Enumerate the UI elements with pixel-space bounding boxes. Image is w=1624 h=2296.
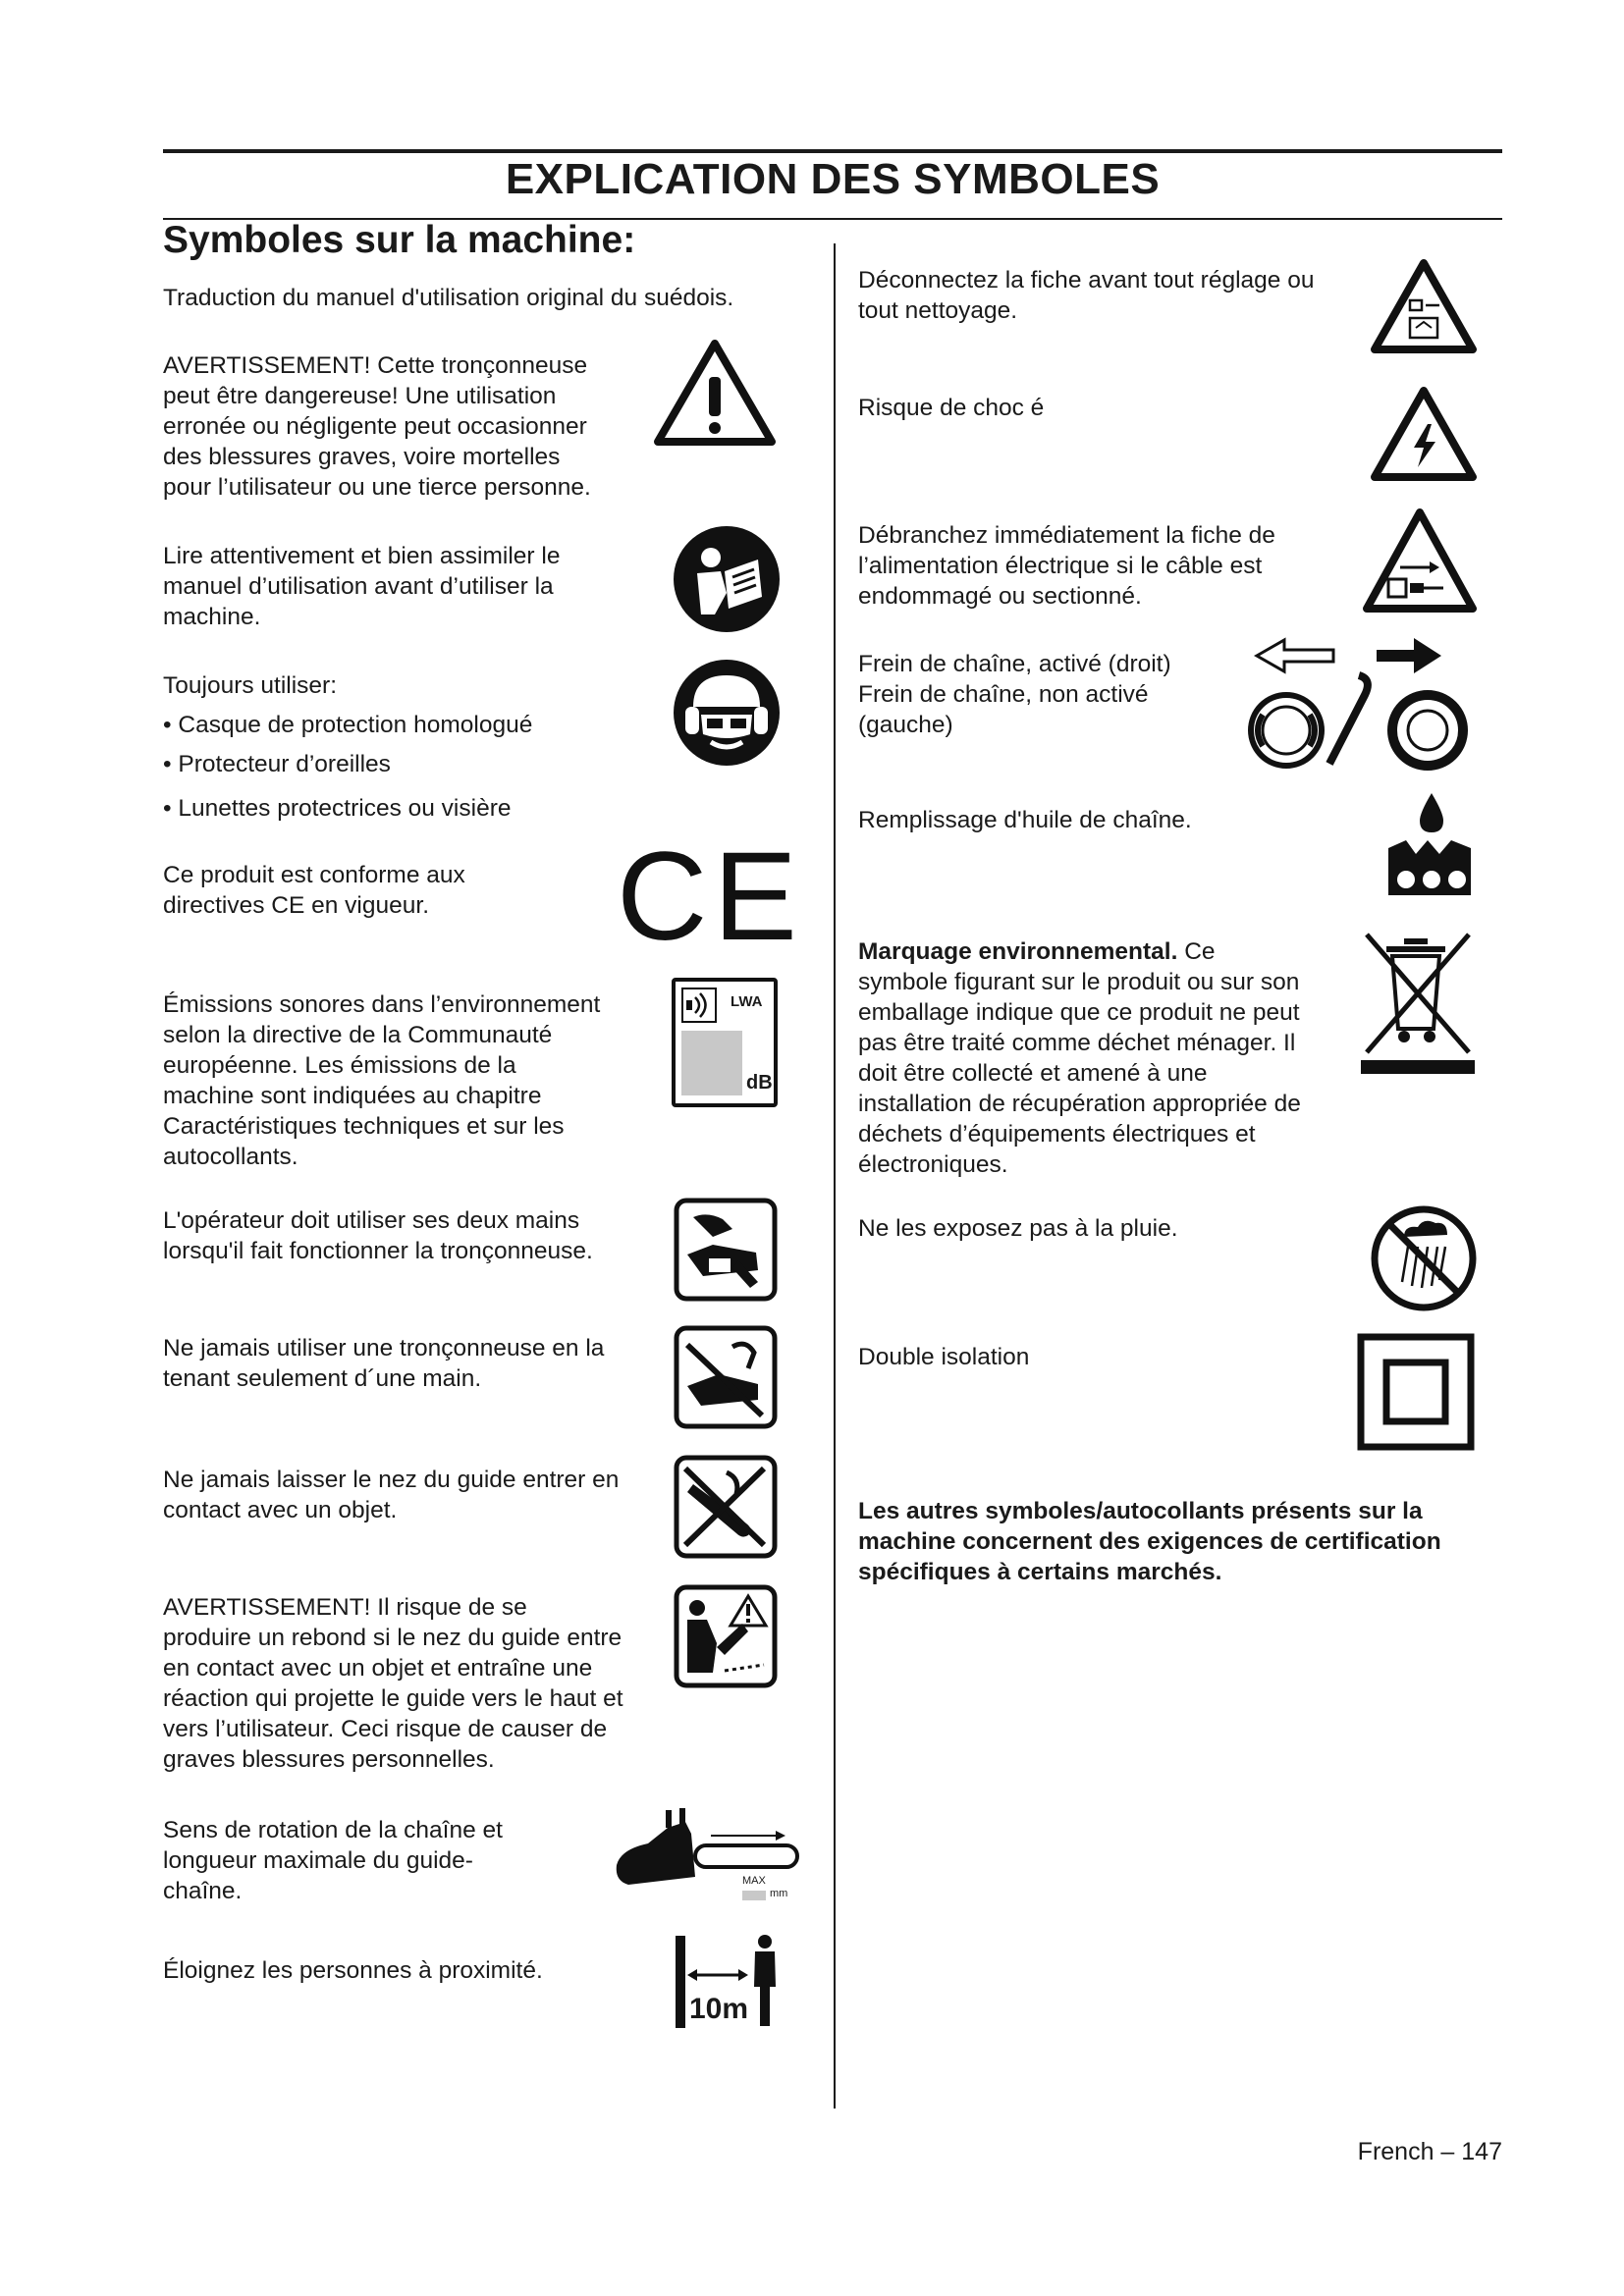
damaged-cable-text: Débranchez immédiatement la fiche de l’alimentation électrique si le câble est endommagé ou sectionné.	[858, 522, 1275, 610]
brake-text: Frein de chaîne, activé (droit) Frein de chaîne, non activé (gauche)	[858, 651, 1171, 738]
protective-gear-icon	[672, 658, 782, 768]
distance-left-bar	[676, 1936, 685, 2028]
double-insulation-icon	[1357, 1333, 1475, 1451]
env-marking-body: Ce symbole figurant sur le produit ou sur son emballage indique que ce produit ne peut pas être traité comme déchet ménager. Il doit être collecté et amené à une installation de récupération appropriée de déchets d’équipements électriques et électroniques.	[858, 938, 1301, 1178]
env-marking-bold: Marquage environnemental.	[858, 938, 1178, 965]
nose-contact-text: Ne jamais laisser le nez du guide entrer en contact avec un objet.	[163, 1467, 620, 1523]
distance-arrow-icon	[687, 1967, 748, 1983]
section-subtitle: Symboles sur la machine:	[163, 219, 636, 261]
electric-shock-icon	[1369, 385, 1479, 483]
sound-emission-icon	[681, 988, 717, 1023]
double-insulation-text: Double isolation	[858, 1344, 1030, 1370]
warning-triangle-icon	[652, 338, 778, 448]
rotation-mm-label: mm	[770, 1888, 788, 1899]
always-use-item: • Casque de protection homologué	[163, 712, 533, 738]
distance-label: 10m	[689, 1993, 749, 2025]
crossed-bin-icon	[1357, 931, 1479, 1078]
distance-person-icon	[750, 1934, 780, 2028]
shock-text: Risque de choc é	[858, 395, 1045, 421]
kickback-text: AVERTISSEMENT! Il risque de se produire un rebond si le nez du guide entre en contact avec un objet et entraîne une réaction qui projette le guide vers le haut et vers l’utilisateur. Ceci risque de causer de graves blessures personnelles.	[163, 1594, 623, 1773]
rain-text: Ne les exposez pas à la pluie.	[858, 1215, 1178, 1242]
keep-distance-icon	[674, 1930, 782, 2038]
rotation-max-label: MAX	[742, 1875, 766, 1887]
translation-note: Traduction du manuel d'utilisation original du suédois.	[163, 285, 734, 311]
always-use-item-label: Casque de protection homologué	[178, 712, 533, 738]
no-nose-contact-icon	[674, 1455, 778, 1559]
page-title: EXPLICATION DES SYMBOLES	[505, 155, 1161, 203]
always-use-item: • Lunettes protectrices ou visière	[163, 795, 512, 822]
always-use-item: • Protecteur d’oreilles	[163, 751, 391, 777]
column-divider	[834, 243, 836, 2109]
ce-text: Ce produit est conforme aux directives CE en vigueur.	[163, 862, 465, 919]
manual-text: Lire attentivement et bien assimiler le manuel d’utilisation avant d’utiliser la machine.	[163, 543, 561, 630]
no-rain-icon	[1369, 1203, 1479, 1313]
other-symbols-text: Les autres symboles/autocollants présents sur la machine concernent des exigences de certification spécifiques à certains marchés.	[858, 1498, 1441, 1585]
rotation-text: Sens de rotation de la chaîne et longueur maximale du guide- chaîne.	[163, 1817, 503, 1904]
two-hands-icon	[674, 1198, 778, 1302]
unplug-text: Déconnectez la fiche avant tout réglage ou tout nettoyage.	[858, 267, 1315, 324]
always-use-item-label: Protecteur d’oreilles	[178, 751, 391, 777]
page-footer: French – 147	[1357, 2138, 1502, 2165]
read-manual-icon	[672, 524, 782, 634]
one-hand-text: Ne jamais utiliser une tronçonneuse en la tenant seulement d´une main.	[163, 1335, 605, 1392]
unplug-warning-icon	[1369, 257, 1479, 355]
always-use-heading: Toujours utiliser:	[163, 672, 338, 699]
warning-text: AVERTISSEMENT! Cette tronçonneuse peut être dangereuse! Une utilisation erronée ou négligente peut occasionner des blessures graves, voire mortelles pour l’utilisateur ou une tierce personne.	[163, 352, 591, 501]
noise-label-icon	[672, 978, 778, 1107]
rotation-length-box	[742, 1891, 766, 1900]
oil-text: Remplissage d'huile de chaîne.	[858, 807, 1192, 833]
distance-text: Éloignez les personnes à proximité.	[163, 1957, 543, 1984]
kickback-warning-icon	[674, 1584, 778, 1688]
chain-oil-icon	[1380, 791, 1479, 905]
no-one-hand-icon	[674, 1325, 778, 1429]
noise-db-label: dB	[746, 1072, 773, 1094]
ce-mark-logo: CE	[617, 827, 803, 967]
damaged-cable-icon	[1361, 507, 1479, 616]
always-use-item-label: Lunettes protectrices ou visière	[178, 795, 512, 822]
noise-value-box	[681, 1031, 742, 1095]
two-hands-text: L'opérateur doit utiliser ses deux mains lorsqu'il fait fonctionner la tronçonneuse.	[163, 1207, 593, 1264]
noise-lwa-label: LWA	[731, 993, 763, 1010]
header-top-rule	[163, 149, 1502, 153]
env-marking-text	[858, 936, 1349, 1180]
noise-text: Émissions sonores dans l’environnement selon la directive de la Communauté européenne. Les émissions de la machine sont indiquées au chapitre Caractéristiques techniques et sur les autocollants.	[163, 991, 601, 1170]
chain-brake-icon	[1231, 636, 1477, 774]
